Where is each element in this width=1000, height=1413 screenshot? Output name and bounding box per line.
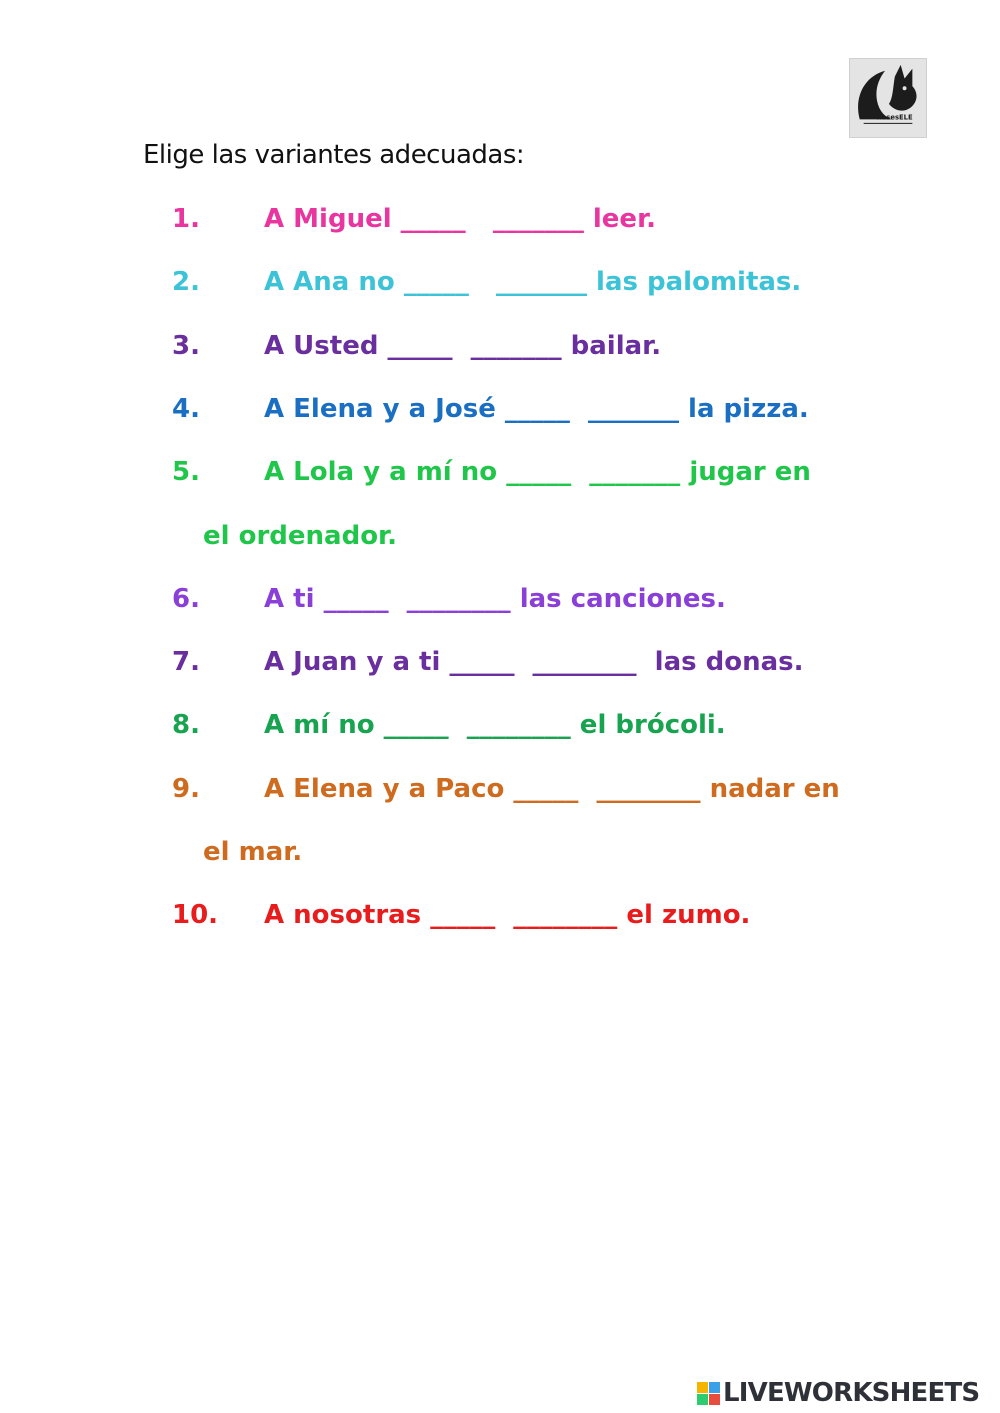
exercise-number: 9.: [172, 774, 200, 804]
logo-square: [709, 1382, 720, 1393]
exercise-sentence: A mí no _____ ________ el brócoli.: [264, 710, 726, 740]
exercise-number: 2.: [172, 267, 200, 297]
exercise-number: 10.: [172, 900, 219, 930]
exercise-number: 7.: [172, 647, 200, 677]
liveworksheets-branding: [697, 1378, 979, 1408]
exercise-number: 4.: [172, 394, 200, 424]
exercise-sentence: A nosotras _____ ________ el zumo.: [264, 900, 751, 930]
liveworksheets-logo-icon: [697, 1382, 720, 1405]
exercise-number: 3.: [172, 331, 200, 361]
logo-text: clasesELE: [875, 113, 913, 122]
logo-square: [697, 1382, 708, 1393]
exercise-sentence-continuation: el ordenador.: [203, 521, 398, 551]
logo-square: [697, 1394, 708, 1405]
exercise-sentence: A Usted _____ _______ bailar.: [264, 331, 662, 361]
exercise-sentence: A Elena y a José _____ _______ la pizza.: [264, 394, 809, 424]
exercise-sentence: A Lola y a mí no _____ _______ jugar en: [264, 457, 811, 487]
exercise-sentence: A Elena y a Paco _____ ________ nadar en: [264, 774, 840, 804]
exercise-number: 5.: [172, 457, 200, 487]
exercise-number: 6.: [172, 584, 200, 614]
branding-text: LIVEWORKSHEETS: [723, 1378, 980, 1408]
exercise-number: 1.: [172, 204, 200, 234]
exercise-sentence: A ti _____ ________ las canciones.: [264, 584, 726, 614]
exercise-sentence-continuation: el mar.: [203, 837, 303, 867]
exercise-number: 8.: [172, 710, 200, 740]
exercise-sentence: A Ana no _____ _______ las palomitas.: [264, 267, 802, 297]
exercise-sentence: A Juan y a ti _____ ________ las donas.: [264, 647, 804, 677]
instruction-heading: Elige las variantes adecuadas:: [143, 140, 525, 170]
exercise-sentence: A Miguel _____ _______ leer.: [264, 204, 657, 234]
logo-square: [709, 1394, 720, 1405]
